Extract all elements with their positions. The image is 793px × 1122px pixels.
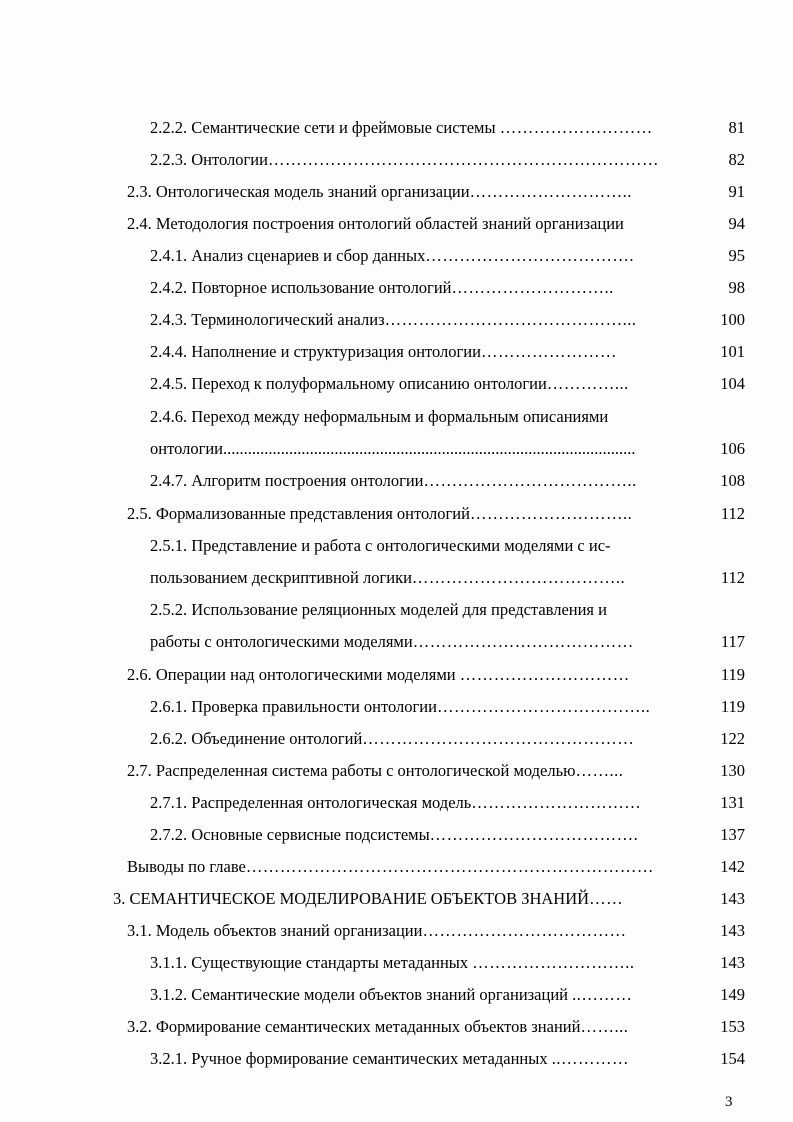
toc-leader-dots: ……...: [575, 761, 624, 780]
toc-page-number: 153: [720, 1017, 745, 1036]
toc-page-number: 91: [728, 182, 745, 201]
toc-page-number: 94: [728, 214, 745, 233]
toc-leader-dots: ………………………..: [469, 182, 632, 201]
toc-entry-title: 3.1.1. Существующие стандарты метаданных: [150, 953, 473, 972]
toc-entry: [150, 243, 745, 269]
toc-entry-title: 2.4.4. Наполнение и структуризация онтологии: [150, 342, 481, 361]
toc-leader-dots: ………………………..: [469, 504, 633, 523]
toc-entry-title: 2.4.1. Анализ сценариев и сбор данных: [150, 246, 426, 265]
toc-leader-dots: ……: [589, 889, 624, 908]
toc-entry: [150, 147, 745, 173]
toc-entry-title: пользованием дескриптивной логики: [150, 568, 412, 587]
toc-page-number: 101: [720, 342, 745, 361]
toc-leader-dots: ………………………………: [422, 921, 627, 940]
toc-page-number: 122: [720, 729, 745, 748]
toc-entry: [150, 950, 745, 976]
toc-entry-title: 2.7. Распределенная система работы с онтологической моделью: [127, 761, 576, 780]
toc-entry: [150, 533, 745, 559]
toc-entry: [113, 886, 745, 912]
toc-entry: [150, 982, 745, 1008]
toc-entry: [127, 662, 745, 688]
toc-entry-title: Выводы по главе: [127, 857, 246, 876]
toc-entry: [127, 918, 745, 944]
toc-page-number: 104: [720, 374, 745, 393]
toc-entry-title: 2.5.2. Использование реляционных моделей для представления и: [150, 600, 607, 619]
toc-entry-title: работы с онтологическими моделями: [150, 632, 413, 651]
toc-leader-dots: …………………………: [471, 793, 642, 812]
toc-page-number: 112: [720, 568, 745, 587]
toc-leader-dots: ……………………………………...: [384, 310, 637, 329]
toc-entry: [150, 468, 745, 494]
toc-entry-title: 2.4.2. Повторное использование онтологий: [150, 278, 452, 297]
toc-entry-title: 2.4.6. Переход между неформальным и формальным описаниями: [150, 407, 609, 426]
toc-entry-title: 2.6.2. Объединение онтологий: [150, 729, 363, 748]
toc-page-number: 142: [720, 857, 745, 876]
toc-page-number: 112: [720, 504, 745, 523]
toc-entry-title: 2.2.2. Семантические сети и фреймовые системы: [150, 118, 500, 137]
toc-page-number: 98: [728, 278, 745, 297]
toc-leader-dots: ....................................................................................................: [223, 439, 636, 458]
toc-entry-title: 2.4.7. Алгоритм построения онтологии: [150, 471, 424, 490]
toc-entry: [127, 211, 745, 237]
toc-entry: [150, 275, 745, 301]
toc-page-number: 154: [720, 1049, 745, 1068]
toc-entry: [150, 404, 745, 430]
toc-leader-dots: ……...: [580, 1017, 629, 1036]
toc-leader-dots: …………………………………: [412, 632, 634, 651]
toc-page-number: 119: [720, 665, 745, 684]
toc-leader-dots: ..…………: [551, 1049, 629, 1068]
toc-entry-title: 2.4.5. Переход к полуформальному описанию онтологии: [150, 374, 547, 393]
toc-page-number: 108: [720, 471, 745, 490]
toc-entry: [127, 758, 745, 784]
toc-entry-title: 2.4.3. Терминологический анализ: [150, 310, 385, 329]
toc-entry: [150, 565, 745, 591]
toc-entry: [150, 597, 745, 623]
toc-entry: [150, 822, 745, 848]
toc-page-number: 131: [720, 793, 745, 812]
toc-leader-dots: ………………………………..: [423, 471, 637, 490]
toc-leader-dots: ……………………………….: [429, 825, 639, 844]
toc-entry: [150, 726, 745, 752]
toc-leader-dots: ……………………………………………………………: [267, 150, 659, 169]
toc-entry-title: 3.1. Модель объектов знаний организации: [127, 921, 423, 940]
toc-page-number: 82: [728, 150, 745, 169]
toc-entry-title: 2.4. Методология построения онтологий областей знаний организации: [127, 214, 624, 233]
page-number: 3: [725, 1094, 733, 1110]
toc-leader-dots: ………………………………..: [411, 568, 626, 587]
toc-entry-title: 2.5. Формализованные представления онтологий: [127, 504, 470, 523]
toc-entry: [150, 790, 745, 816]
toc-entry: [127, 854, 745, 880]
toc-page-number: 106: [720, 439, 745, 458]
toc-entry-title: 2.6.1. Проверка правильности онтологии: [150, 697, 437, 716]
toc-entry-title: 2.2.3. Онтологии: [150, 150, 268, 169]
toc-leader-dots: ………………………………..: [436, 697, 651, 716]
toc-entry: [127, 501, 745, 527]
toc-page-number: 130: [720, 761, 745, 780]
toc-leader-dots: ………………………..: [472, 953, 635, 972]
toc-entry: [150, 307, 745, 333]
toc-entry-title: 2.7.2. Основные сервисные подсистемы: [150, 825, 430, 844]
toc-leader-dots: ……………………: [480, 342, 617, 361]
toc-page-number: 143: [720, 953, 745, 972]
toc-entry-title: 3.1.2. Семантические модели объектов знаний организаций: [150, 985, 573, 1004]
toc-entry: [150, 436, 745, 462]
toc-leader-dots: ..………: [572, 985, 633, 1004]
toc-page-number: 137: [720, 825, 745, 844]
toc-entry-title: 2.7.1. Распределенная онтологическая модель: [150, 793, 472, 812]
toc-entry-title: 3. СЕМАНТИЧЕСКОЕ МОДЕЛИРОВАНИЕ ОБЪЕКТОВ ЗНАНИЙ: [113, 889, 590, 908]
toc-entry: [150, 339, 745, 365]
toc-entry-title: 2.6. Операции над онтологическими моделями: [127, 665, 460, 684]
toc-page-number: 119: [720, 697, 745, 716]
toc-leader-dots: ………………………..: [451, 278, 614, 297]
toc-entry: [150, 371, 745, 397]
toc-entry: [150, 115, 745, 141]
toc-leader-dots: ……………………………….: [425, 246, 634, 265]
toc-entry: [127, 179, 745, 205]
toc-entry: [150, 694, 745, 720]
toc-entry-title: 2.5.1. Представление и работа с онтологическими моделями с ис-: [150, 536, 611, 555]
toc-entry: [150, 629, 745, 655]
toc-leader-dots: ………………………: [499, 118, 653, 137]
toc-page-number: 149: [720, 985, 745, 1004]
toc-entry-title: онтологии: [150, 439, 224, 458]
toc-page-number: 117: [720, 632, 745, 651]
toc-page-number: 95: [728, 246, 745, 265]
toc-entry-title: 2.3. Онтологическая модель знаний организации: [127, 182, 470, 201]
toc-entry-title: 3.2. Формирование семантических метаданных объектов знаний: [127, 1017, 581, 1036]
toc-entry: [150, 1046, 745, 1072]
toc-entry: [127, 1014, 745, 1040]
toc-leader-dots: …………………………………………: [362, 729, 635, 748]
toc-entry-title: 3.2.1. Ручное формирование семантических метаданных: [150, 1049, 552, 1068]
toc-leader-dots: …………...: [546, 374, 629, 393]
toc-page-number: 100: [720, 310, 745, 329]
toc-page-number: 143: [720, 889, 745, 908]
toc-page-number: 143: [720, 921, 745, 940]
toc-leader-dots: ………………………………………………………………: [245, 857, 654, 876]
toc-leader-dots: …………………………: [459, 665, 630, 684]
toc-page-number: 81: [728, 118, 745, 137]
